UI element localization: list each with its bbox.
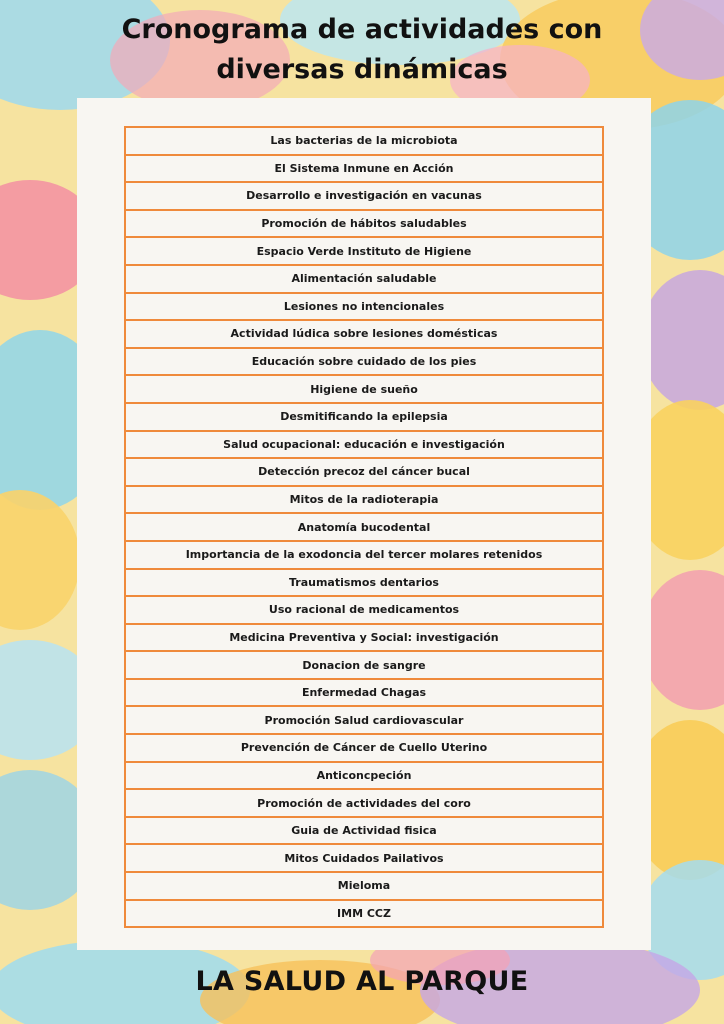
activity-row: Lesiones no intencionales bbox=[124, 292, 604, 322]
activity-row: IMM CCZ bbox=[124, 899, 604, 929]
activity-row: Desmitificando la epilepsia bbox=[124, 402, 604, 432]
activity-row: Espacio Verde Instituto de Higiene bbox=[124, 236, 604, 266]
activity-row: Anticoncpeción bbox=[124, 761, 604, 791]
activity-row: Uso racional de medicamentos bbox=[124, 595, 604, 625]
activity-row: El Sistema Inmune en Acción bbox=[124, 154, 604, 184]
activity-row: Importancia de la exodoncia del tercer molares retenidos bbox=[124, 540, 604, 570]
activity-row: Promoción de actividades del coro bbox=[124, 788, 604, 818]
activity-row: Medicina Preventiva y Social: investigación bbox=[124, 623, 604, 653]
activity-row: Guia de Actividad fisica bbox=[124, 816, 604, 846]
activity-row: Educación sobre cuidado de los pies bbox=[124, 347, 604, 377]
activity-row: Higiene de sueño bbox=[124, 374, 604, 404]
footer-title: LA SALUD AL PARQUE bbox=[195, 966, 529, 997]
title-line-2: diversas dinámicas bbox=[216, 54, 508, 85]
activity-row: Detección precoz del cáncer bucal bbox=[124, 457, 604, 487]
activity-row: Enfermedad Chagas bbox=[124, 678, 604, 708]
activity-row: Promoción de hábitos saludables bbox=[124, 209, 604, 239]
activity-row: Promoción Salud cardiovascular bbox=[124, 705, 604, 735]
activity-row: Prevención de Cáncer de Cuello Uterino bbox=[124, 733, 604, 763]
activity-row: Mitos de la radioterapia bbox=[124, 485, 604, 515]
page-title bbox=[0, 10, 724, 90]
activity-table bbox=[124, 126, 604, 928]
title-line-1: Cronograma de actividades con bbox=[121, 14, 603, 45]
activity-row: Mieloma bbox=[124, 871, 604, 901]
activity-row: Mitos Cuidados Pailativos bbox=[124, 843, 604, 873]
activity-row: Donacion de sangre bbox=[124, 650, 604, 680]
activity-row: Actividad lúdica sobre lesiones domésticas bbox=[124, 319, 604, 349]
activity-row: Anatomía bucodental bbox=[124, 512, 604, 542]
activity-row: Traumatismos dentarios bbox=[124, 568, 604, 598]
activity-row: Las bacterias de la microbiota bbox=[124, 126, 604, 156]
activity-row: Alimentación saludable bbox=[124, 264, 604, 294]
activity-row: Desarrollo e investigación en vacunas bbox=[124, 181, 604, 211]
activity-row: Salud ocupacional: educación e investigación bbox=[124, 430, 604, 460]
